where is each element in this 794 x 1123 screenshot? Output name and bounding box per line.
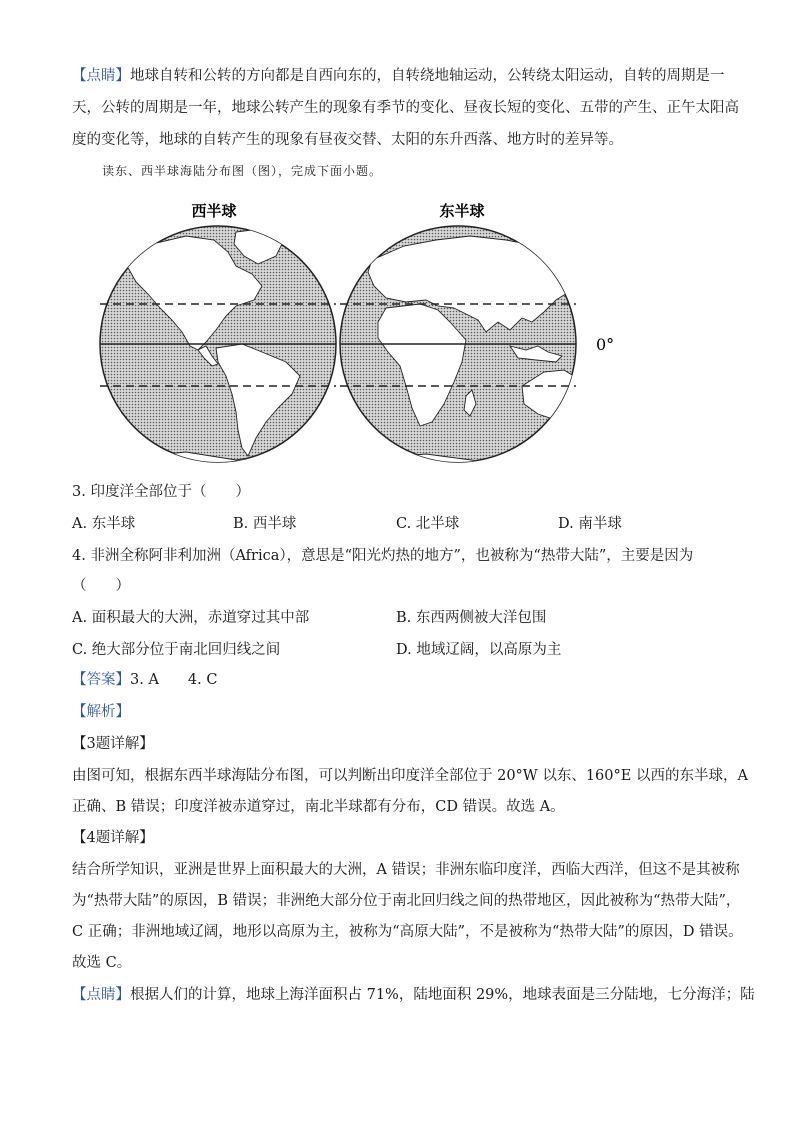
tip2-line-1 <box>72 985 755 1005</box>
west-hemisphere-label: 西半球 <box>191 202 237 220</box>
answer-line <box>72 670 217 690</box>
d4-tag: 【4题详解】 <box>72 830 154 846</box>
d3-tag: 【3题详解】 <box>72 736 154 752</box>
d3-line-2: 正确、B 错误；印度洋被赤道穿过，南北半球都有分布，CD 错误。故选 A。 <box>72 799 565 815</box>
q4-paren: （ ） <box>72 578 130 594</box>
tip2-tag: 【点睛】 <box>72 987 130 1003</box>
tip-line-2: 天，公转的周期是一年，地球公转产生的现象有季节的变化、昼夜长短的变化、五带的产生、正午太阳高 <box>72 100 739 116</box>
q4-stem: 4. 非洲全称阿非利加洲（Africa），意思是“阳光灼热的地方”，也被称为“热带大陆”，主要是因为 <box>72 548 694 564</box>
hemispheres-map <box>86 190 622 474</box>
d4-line-1: 结合所学知识，亚洲是世界上面积最大的大洲，A 错误；非洲东临印度洋，西临大西洋，但这不是其被称 <box>72 862 740 878</box>
east-hemisphere-label: 东半球 <box>439 202 485 220</box>
q3-option-d: D. 南半球 <box>558 516 622 532</box>
q4-option-b: B. 东西两侧被大洋包围 <box>396 610 547 626</box>
figure-caption: 读东、西半球海陆分布图（图），完成下面小题。 <box>102 164 383 178</box>
eastern-hemisphere <box>340 226 598 474</box>
equator-label: 0° <box>596 335 615 354</box>
d4-line-3: C 正确；非洲地域辽阔，地形以高原为主，被称为“高原大陆”，不是被称为“热带大陆”的原因，D 错误。 <box>72 924 743 940</box>
analysis-tag: 【解析】 <box>72 704 130 720</box>
q4-option-d: D. 地域辽阔，以高原为主 <box>396 642 562 658</box>
western-hemisphere <box>100 226 336 474</box>
d3-line-1: 由图可知，根据东西半球海陆分布图，可以判断出印度洋全部位于 20°W 以东、160°E 以西的东半球，A <box>72 768 748 784</box>
d4-line-4: 故选 C。 <box>72 955 132 971</box>
tip-line-3: 度的变化等，地球的自转产生的现象有昼夜交替、太阳的东升西落、地方时的差异等。 <box>72 132 623 148</box>
d4-line-2: 为“热带大陆”的原因，B 错误；非洲绝大部分位于南北回归线之间的热带地区，因此被称为“热带大陆”， <box>72 893 741 909</box>
q4-option-c: C. 绝大部分位于南北回归线之间 <box>72 642 281 658</box>
answer-tag: 【答案】 <box>72 672 130 688</box>
answer-text: 3. A 4. C <box>130 672 218 688</box>
q3-option-c: C. 北半球 <box>396 516 460 532</box>
q3-stem: 3. 印度洋全部位于（ ） <box>72 484 250 500</box>
tip-line-1 <box>72 66 725 86</box>
q3-option-a: A. 东半球 <box>72 516 136 532</box>
q4-option-a: A. 面积最大的大洲，赤道穿过其中部 <box>72 610 310 626</box>
tip2-text: 根据人们的计算，地球上海洋面积占 71%，陆地面积 29%，地球表面是三分陆地，七分海洋；陆 <box>130 987 755 1003</box>
tip-text: 地球自转和公转的方向都是自西向东的，自转绕地轴运动，公转绕太阳运动，自转的周期是一 <box>130 68 725 84</box>
tip-tag: 【点睛】 <box>72 68 130 84</box>
q3-option-b: B. 西半球 <box>233 516 297 532</box>
